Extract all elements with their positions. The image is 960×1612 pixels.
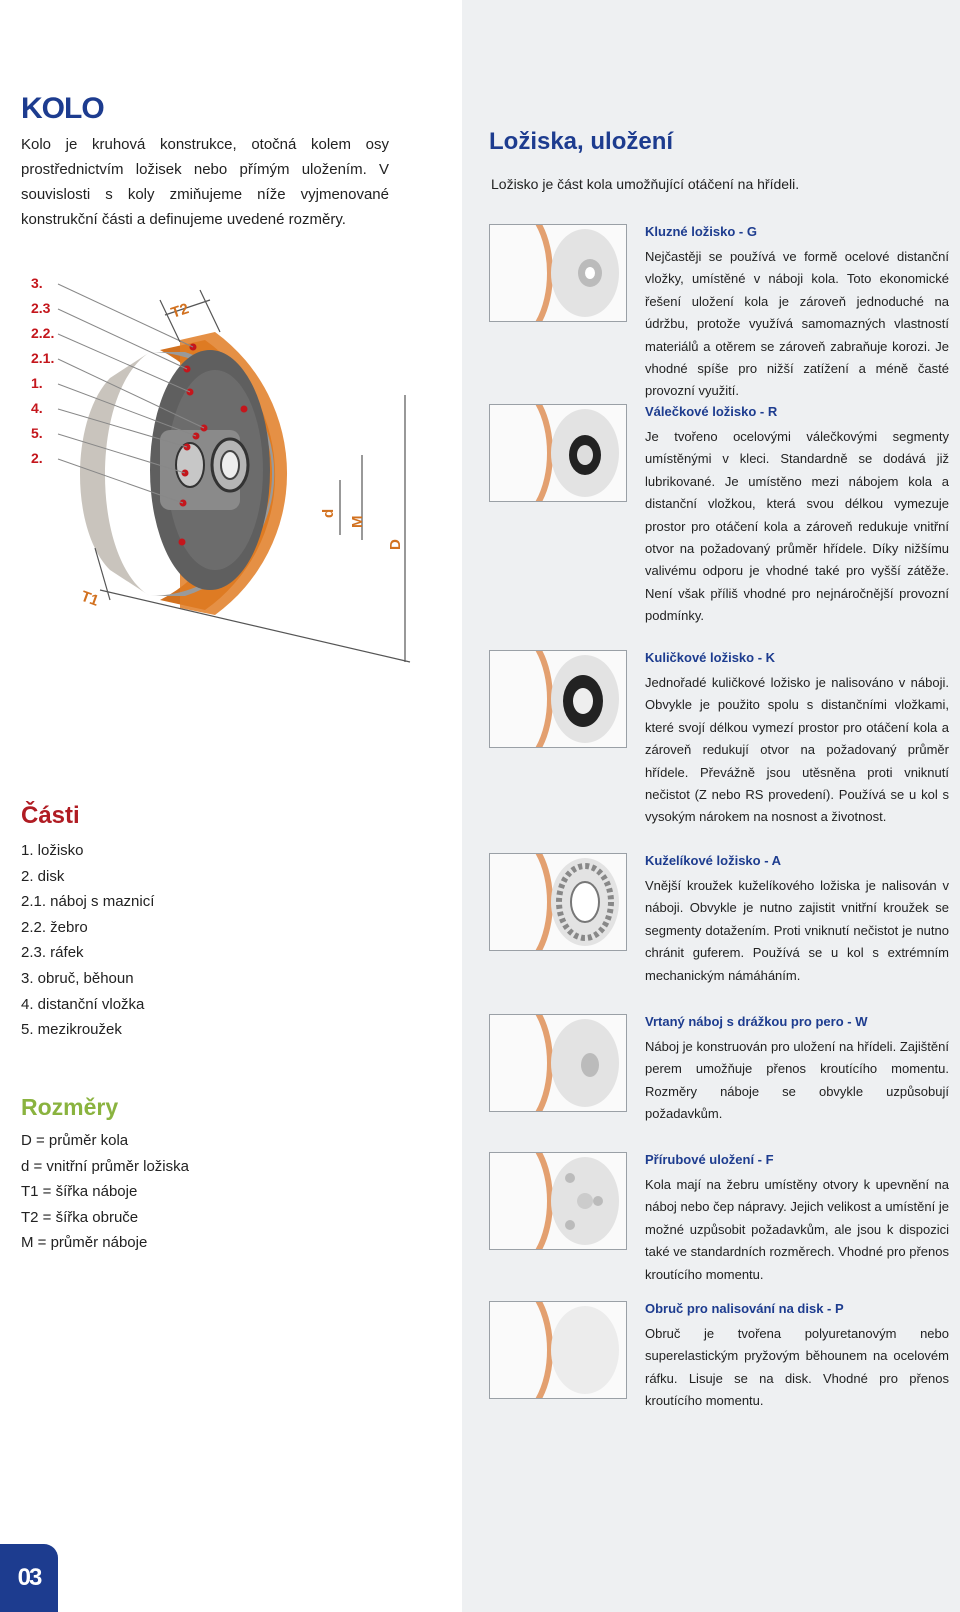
list-item: 1. ložisko: [21, 842, 84, 859]
diagram-label-5: 5.: [31, 425, 43, 441]
bearing-thumbnail-a: [489, 853, 627, 951]
bearing-name: Přírubové uložení - F: [645, 1152, 774, 1167]
kolo-title: KOLO: [21, 92, 104, 125]
bearing-description: Vnější kroužek kuželíkového ložiska je nalisován v náboji. Obvykle je nutno zajistit vnitřní kroužek se segmenty dotažením. Proti vniknutí nečistot je nutno chránit guferem. Používá se u kol s extrémním mechanickým námáháním.: [645, 878, 949, 983]
list-item: D = průměr kola: [21, 1132, 129, 1149]
list-item: T2 = šířka obruče: [21, 1208, 139, 1226]
kolo-intro: Kolo je kruhová konstrukce, otočná kolem osy prostřednictvím ložisek nebo přímým uložením. V souvislosti s koly zmiňujeme níže vyjmenované konstrukční části a definujeme uvedené rozměry.: [21, 136, 389, 228]
list-item: d = vnitřní průměr ložiska: [21, 1157, 189, 1175]
bearing-thumbnail-p: [489, 1301, 627, 1399]
bearing-description: Je tvořeno ocelovými válečkovými segmenty umístěnými v kleci. Standardně se dodává již lubrikované. Je umístěno mezi nábojem kola a distanční vložkou, která svou délkou vymezuje prostor pro otáčení kola a zároveň redukuje vnitřní otvor na požadovaný průměr hřídele. Díky nižšímu valivému odporu je vhodné také pro vyšší zátěže. Není však příliš vhodné pro nejnáročnější provozní podmínky.: [645, 429, 949, 624]
page-number-badge: 03: [0, 1544, 58, 1612]
diagram-label-2-1: 2.1.: [31, 350, 55, 366]
list-item: 2. disk: [21, 867, 65, 885]
list-item: 2.1. náboj s maznicí: [21, 893, 155, 911]
list-item: T1 = šířka náboje: [21, 1183, 138, 1201]
casti-heading: Části: [21, 802, 80, 829]
bearing-name: Kuličkové ložisko - K: [645, 650, 776, 665]
list-item: M = průměr náboje: [21, 1234, 148, 1252]
list-item: 2.2. žebro: [21, 918, 88, 936]
loziska-intro: Ložisko je část kola umožňující otáčení na hřídeli.: [491, 176, 800, 192]
dim-label-m: M: [349, 515, 366, 528]
casti-list: [21, 838, 154, 1043]
bearing-name: Vrtaný náboj s drážkou pro pero - W: [645, 1014, 868, 1029]
dim-label-d: d: [320, 508, 337, 518]
list-item: 3. obruč, běhoun: [21, 969, 134, 987]
wheel-cross-section-diagram: [0, 270, 440, 690]
bearing-thumbnail-f: [489, 1152, 627, 1250]
list-item: 5. mezikroužek: [21, 1021, 122, 1039]
rozmery-heading: Rozměry: [21, 1094, 119, 1120]
bearing-description: Nejčastěji se používá ve formě ocelové distanční vložky, umístěné v náboji kola. Toto ekonomické řešení uložení kola je zároveň jednoduché na údržbu, protože využívá samomazných vlastností materiálů a otěrem se zároveň zabraňuje korozi. Je vhodné spíše pro nižší zatížení a méně časté provozní využití.: [645, 249, 949, 399]
bearing-name: Kluzné ložisko - G: [645, 224, 757, 239]
diagram-label-2-2: 2.2.: [31, 325, 55, 341]
bearing-thumbnail-w: [489, 1014, 627, 1112]
diagram-label-4: 4.: [31, 400, 43, 416]
diagram-label-1: 1.: [31, 375, 43, 391]
list-item: 4. distanční vložka: [21, 995, 145, 1013]
bearing-description: Kola mají na žebru umístěny otvory k upevnění na náboj nebo čep nápravy. Jejich velikost a umístění je možné uzpůsobit požadavkům, ale jsou k dispozici také ve standardních rozměrech. Vhodné pro přenos kroutícího momentu.: [645, 1177, 949, 1282]
bearing-name: Válečkové ložisko - R: [645, 404, 778, 419]
dim-label-t2: T2: [168, 300, 191, 322]
dim-label-big-d: D: [387, 539, 404, 550]
bearing-name: Obruč pro nalisování na disk - P: [645, 1301, 844, 1316]
diagram-label-2-3: 2.3: [31, 300, 51, 316]
bearing-thumbnail-r: [489, 404, 627, 502]
list-item: 2.3. ráfek: [21, 944, 84, 962]
rozmery-list: [21, 1128, 189, 1256]
diagram-label-2: 2.: [31, 450, 43, 466]
loziska-heading: Ložiska, uložení: [489, 128, 674, 155]
bearing-thumbnail-g: [489, 224, 627, 322]
bearing-thumbnail-k: [489, 650, 627, 748]
diagram-label-3: 3.: [31, 275, 43, 291]
bearing-name: Kuželíkové ložisko - A: [645, 853, 782, 868]
bearing-description: Obruč je tvořena polyuretanovým nebo superelastickým pryžovým běhounem na ocelovém ráfku. Lisuje se na disk. Vhodné pro přenos kroutícího momentu.: [645, 1326, 949, 1409]
dim-label-t1: T1: [78, 587, 101, 610]
bearing-description: Náboj je konstruován pro uložení na hřídeli. Zajištění perem umožňuje přenos kroutícího momentu. Rozměry náboje se obvykle uzpůsobují požadavkům.: [645, 1039, 949, 1122]
bearing-description: Jednořadé kuličkové ložisko je nalisováno v náboji. Obvykle je použito spolu s distančními vložkami, které svojí délkou vymezí prostor pro otáčení kola a zároveň redukují otvor na požadovaný průměr hřídele. Převážně jsou utěsněna proti vniknutí nečistot (Z nebo RS provedení). Používá se u kol s vysokým nárokem na nosnost a životnost.: [645, 675, 949, 825]
